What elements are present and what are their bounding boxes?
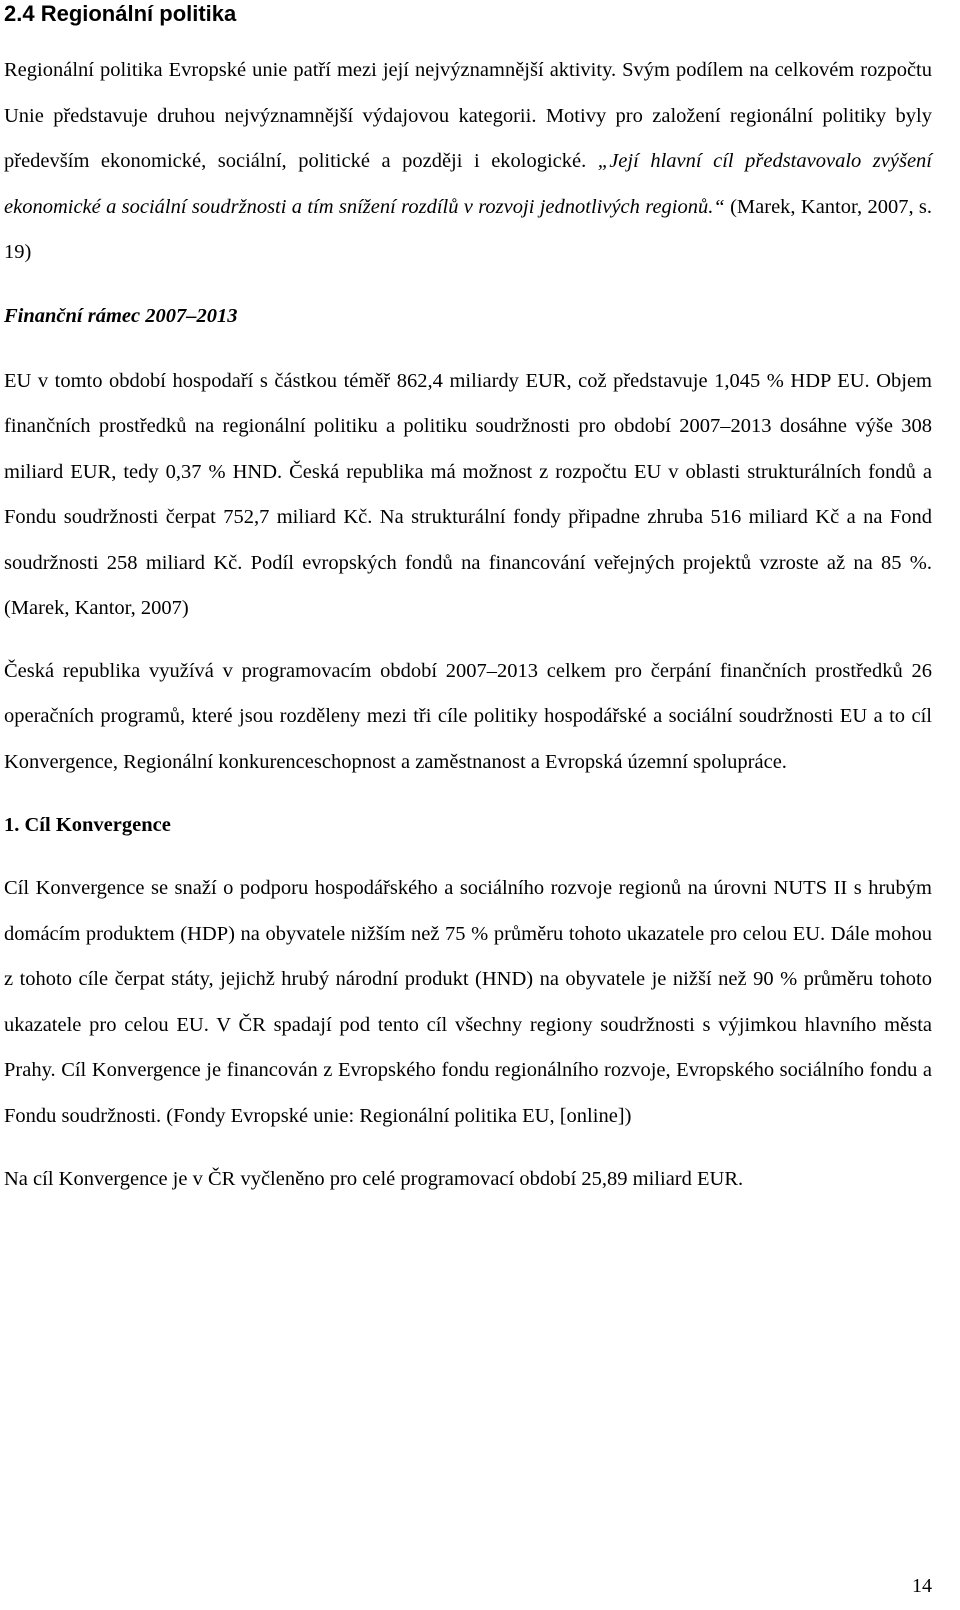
goal-heading: 1. Cíl Konvergence	[4, 814, 171, 836]
intro-paragraph	[4, 48, 932, 276]
framework-heading: Finanční rámec 2007–2013	[4, 304, 238, 327]
framework-paragraph: EU v tomto období hospodaří s částkou téměř 862,4 miliardy EUR, což představuje 1,045 % HDP EU. Objem finančních prostředků na regionální politiku a politiku soudržnosti pro období 2007–2013 dosáhne výše 308 miliard EUR, tedy 0,37 % HND. Česká republika má možnost z rozpočtu EU v oblasti strukturálních fondů a Fondu soudržnosti čerpat 752,7 miliard Kč. Na strukturální fondy připadne zhruba 516 miliard Kč a na Fond soudržnosti 258 miliard Kč. Podíl evropských fondů na financování veřejných projektů vzroste až na 85 %. (Marek, Kantor, 2007)	[4, 369, 932, 619]
document-page	[4, 0, 932, 1203]
goal-allocation-paragraph: Na cíl Konvergence je v ČR vyčleněno pro celé programovací období 25,89 miliard EUR.	[4, 1168, 744, 1190]
programmes-paragraph: Česká republika využívá v programovacím období 2007–2013 celkem pro čerpání finančních prostředků 26 operačních programů, které jsou rozděleny mezi tři cíle politiky hospodářské a sociální soudržnosti EU a to cíl Konvergence, Regionální konkurenceschopnost a zaměstnanost a Evropská územní spolupráce.	[4, 659, 932, 773]
goal-paragraph: Cíl Konvergence se snaží o podporu hospodářského a sociálního rozvoje regionů na úrovni NUTS II s hrubým domácím produktem (HDP) na obyvatele nižším než 75 % průměru tohoto ukazatele pro celou EU. Dále mohou z tohoto cíle čerpat státy, jejichž hrubý národní produkt (HND) na obyvatele je nižší než 90 % průměru tohoto ukazatele pro celou EU. V ČR spadají pod tento cíl všechny regiony soudržnosti s výjimkou hlavního města Prahy. Cíl Konvergence je financován z Evropského fondu regionálního rozvoje, Evropského sociálního fondu a Fondu soudržnosti. (Fondy Evropské unie: Regionální politika EU, [online])	[4, 877, 932, 1127]
section-title: 2.4 Regionální politika	[4, 1, 237, 26]
intro-text: Regionální politika Evropské unie patří mezi její nejvýznamnější aktivity. Svým podílem na celkovém rozpočtu Unie představuje druhou nejvýznamnější výdajovou kategorii. Motivy pro založení regionální politiky byly především ekonomické, sociální, politické a později i ekologické.	[4, 59, 932, 172]
intro-citation: (Marek, Kantor, 2007, s. 19)	[4, 195, 932, 263]
page-number: 14	[912, 1575, 932, 1597]
intro-quote: „Její hlavní cíl představovalo zvýšení ekonomické a sociální soudržnosti a tím snížení rozdílů v rozvoji jednotlivých regionů.“	[4, 150, 932, 218]
